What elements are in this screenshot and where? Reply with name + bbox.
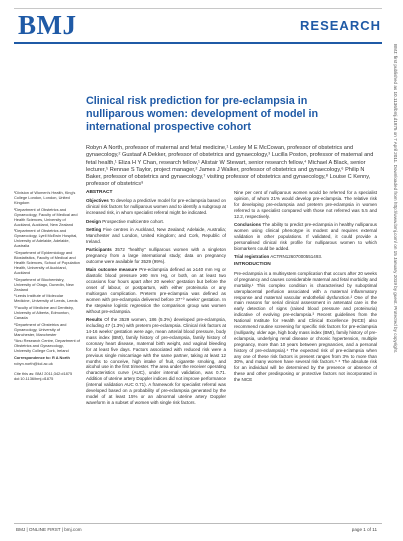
affiliation: ²Department of Obstetrics and Gynaecology, Faculty of Medical and Health Sciences, University of Auckland, Auckland, New Zealand (14, 206, 78, 227)
article-title: Clinical risk prediction for pre-eclampsia in nulliparous women: development of model in international prospective cohort (86, 95, 319, 133)
abstract-setting (86, 227, 226, 245)
correspondence-email[interactable]: robyn.north@kcl.ac.uk (14, 361, 53, 367)
abstract-outcome (86, 267, 226, 314)
correspondence-label: Correspondence to: R A North (14, 354, 70, 360)
introduction-text: Pre-eclampsia is a multisystem complication that occurs after 20 weeks of pregnancy and causes considerable maternal and fetal morbidity and mortality.¹ This complex condition is characterised by suboptimal uteroplacental perfusion associated with a maternal inflammatory response and maternal vascular endothelial dysfunction.² One of the main reasons for serial clinical assessment in antenatal care is the early detection of signs (raised blood pressure and proteinuria) indicative of evolving pre-eclampsia.³ Recent guidelines from the National Institute for Health and Clinical Excellence (NICE) also recommend routine screening for specific risk factors for pre-eclampsia (nulliparity, older age, high body mass index (BMI), family history of pre-eclampsia, underlying renal disease or chronic hypertension, multiple pregnancy, more than 10 years between pregnancies, and a personal history of pre-eclampsia).⁴ The expected risk of pre-eclampsia when any one of these risk factors is present ranges from 3% to more than 30%, and many women have several risk factors.⁵ ⁶ The absolute risk for an individual will be determined by the presence or absence of these and other predisposing or protective factors not incorporated in the NICE (234, 270, 377, 383)
participants-text: 3572 "healthy" nulliparous women with a singleton pregnancy from a large international study; data on pregnancy outcome were available for 3529 (99%). (86, 247, 226, 265)
right-column (234, 190, 377, 386)
header-divider (14, 8, 382, 9)
objectives-label: Objectives (86, 198, 109, 204)
outcome-text: Pre-eclampsia defined as ≥140 mm Hg or diastolic blood pressure ≥90 mm Hg, or both, on at least two occasions four hours apart after 20 weeks' gestation but before the onset of labour, or postpartum, with either proteinuria or any multiorgan complication. Preterm pre-eclampsia was defined as women with pre-eclampsia delivered before 37⁺⁰ weeks' gestation. In the stepwise logistic regression the comparison group was women without pre-eclampsia. (86, 267, 226, 314)
affiliation: ¹Division of Women's Health, King's College London, London, United Kingdom (14, 190, 76, 206)
abstract-trial (234, 254, 377, 260)
affiliation: ⁶Leeds Institute of Molecular Medicine, University of Leeds, Leeds (14, 293, 78, 304)
affiliation: ⁷Faculty of Medicine and Dentistry, University of Alberta, Edmonton, Canada (14, 304, 74, 321)
setting-text: Five centres in Auckland, New Zealand; Adelaide, Australia; Manchester and London, United Kingdom; and Cork, Republic of Ireland. (86, 227, 226, 244)
design-text: Prospective multicentre cohort. (102, 218, 165, 224)
trial-label: Trial registration (234, 254, 270, 260)
affiliation: ⁸Department of Obstetrics and Gynaecology, University of Manchester, Manchester (14, 321, 67, 337)
conclusions-text: The ability to predict pre-eclampsia in healthy nulliparous women using clinical phenotype is modest and requires external validation in other populations. If validated, it could provide a personalised clinical risk profile for nulliparous women to which biomarkers could be added. (234, 222, 377, 251)
affiliation: ³Department of Obstetrics and Gynaecology, Lyell McEwin Hospital, University of Adelaide, Adelaide, Australia (14, 228, 78, 249)
design-label: Design (86, 218, 102, 224)
footer-page-number: page 1 of 11 (351, 527, 377, 532)
affiliation: ⁹Anu Research Centre, Department of Obstetrics and Gynaecology, University College Cork, Ireland (14, 338, 80, 354)
vertical-citation (388, 44, 400, 524)
outcome-label: Main outcome measure (86, 267, 138, 273)
abstract-objectives (86, 198, 226, 216)
trial-text: ACTRN12607000551493. (270, 254, 323, 260)
abstract-continuation: Nine per cent of nulliparous women would be referred for a specialist opinion, of whom 21% would develop pre-eclampsia. The relative risk for developing pre-eclampsia and preterm pre-eclampsia in women referred to a specialist compared with those not referred was 5.5 and 12.2, respectively. (234, 190, 377, 219)
participants-label: Participants (86, 247, 112, 253)
abstract-heading: ABSTRACT (86, 190, 113, 195)
section-label: RESEARCH (300, 18, 381, 33)
footer-journal: BMJ | ONLINE FIRST | bmj.com (16, 527, 82, 532)
abstract-design (86, 219, 226, 225)
abstract-conclusions (234, 222, 377, 252)
results-label: Results (86, 317, 103, 323)
vertical-citation-text: BMJ: first published as 10.1136/bmj.d1875 on 7 April 2011. Downloaded from http://www.bmj.com/ on 15 January 2019 by guest. Protected by copyright. (393, 44, 398, 354)
header-blue-rule (14, 42, 382, 44)
results-text: Of the 3529 women, 186 (5.3%) developed pre-eclampsia, including 47 (1.3%) with preterm pre-eclampsia. Clinical risk factors at 14-16 weeks' gestation were age, mean arterial blood pressure, body mass index (BMI), family history of pre-eclampsia, family history of coronary heart disease, maternal birth weight, and vaginal bleeding for at least five days. Factors associated with reduced risk were a previous single miscarriage with the same partner, taking at least 12 months to conceive, high intake of fruit, cigarette smoking, and alcohol use in the first trimester. The area under the receiver operating characteristics curve (AUC), under internal validation, was 0.71. Addition of uterine artery Doppler indices did not improve performance (internal validation AUC 0.71). A framework for specialist referral was developed based on a probability of pre-eclampsia generated by the model of at least 15% or an abnormal uterine artery Doppler waveform in a subset of women with single risk factors. (86, 317, 226, 405)
affiliation: ⁴Department of Epidemiology and Biostatistics, Faculty of Medical and Health Sciences, School of Population Health, University of Auckland, Auckland (14, 250, 80, 276)
objectives-text: To develop a predictive model for pre-eclampsia based on clinical risk factors for nulliparous women and to identify a subgroup at increased risk, in whom specialist referral might be indicated. (86, 198, 226, 216)
abstract-participants (86, 247, 226, 265)
abstract-column (86, 190, 226, 408)
setting-label: Setting (86, 227, 102, 233)
affiliations-sidebar (14, 190, 80, 382)
introduction-heading: INTRODUCTION (234, 262, 271, 268)
bmj-logo[interactable]: BMJ (18, 10, 77, 40)
cite-as: Cite this as: BMJ 2011;342:d1875 doi:10.1136/bmj.d1875 (14, 370, 73, 381)
abstract-results (86, 317, 226, 406)
affiliation: ⁵Department of Biochemistry, University of Otago, Dunedin, New Zealand (14, 276, 74, 292)
author-list: Robyn A North, professor of maternal and fetal medicine,¹ Lesley M E McCowan, professor of obstetrics and gynaecology,² Gustaaf A Dekker, professor of obstetrics and gynaecology,³ Lucilla Poston, professor of maternal and fetal health,¹ Eliza H Y Chan, research fellow,¹ Alistair W Stewart, senior research fellow,⁴ Michael A Black, senior lecturer,⁵ Rennae S Taylor, project manager,² James J Walker, professor of obstetrics and gynaecology,⁶ Philip N Baker, professor of obstetrics and gynaecology,⁷ visiting professor of obstetrics and gynaecology,⁸ Louise C Kenny, professor of obstetrics⁹ (86, 145, 374, 188)
conclusions-label: Conclusions (234, 222, 262, 228)
footer-divider (14, 523, 382, 524)
